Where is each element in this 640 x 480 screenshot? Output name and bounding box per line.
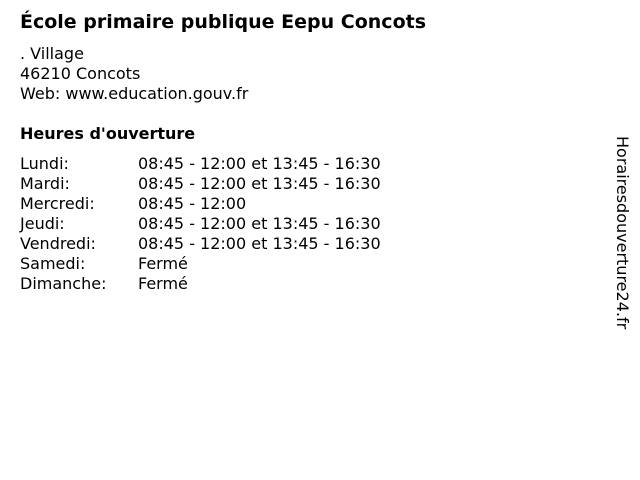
- day-label: Samedi:: [20, 254, 86, 273]
- street-line: . Village: [20, 44, 84, 63]
- day-hours: 08:45 - 12:00 et 13:45 - 16:30: [138, 214, 381, 233]
- opening-hours-heading: Heures d'ouverture: [20, 124, 196, 143]
- day-label: Jeudi:: [20, 214, 65, 233]
- postal-city-line: 46210 Concots: [20, 64, 141, 83]
- day-hours: Fermé: [138, 274, 188, 293]
- site-watermark: Horairesdouverture24.fr: [613, 136, 632, 330]
- day-hours: 08:45 - 12:00 et 13:45 - 16:30: [138, 154, 381, 173]
- day-hours: 08:45 - 12:00 et 13:45 - 16:30: [138, 174, 381, 193]
- address-block: [20, 44, 248, 104]
- day-label: Dimanche:: [20, 274, 107, 293]
- page-title: École primaire publique Eepu Concots: [20, 11, 427, 33]
- day-label: Mardi:: [20, 174, 70, 193]
- day-label: Mercredi:: [20, 194, 95, 213]
- website-line: Web: www.education.gouv.fr: [20, 84, 249, 103]
- day-hours: Fermé: [138, 254, 188, 273]
- day-hours: 08:45 - 12:00 et 13:45 - 16:30: [138, 234, 381, 253]
- day-label: Lundi:: [20, 154, 69, 173]
- day-label: Vendredi:: [20, 234, 96, 253]
- day-hours: 08:45 - 12:00: [138, 194, 247, 213]
